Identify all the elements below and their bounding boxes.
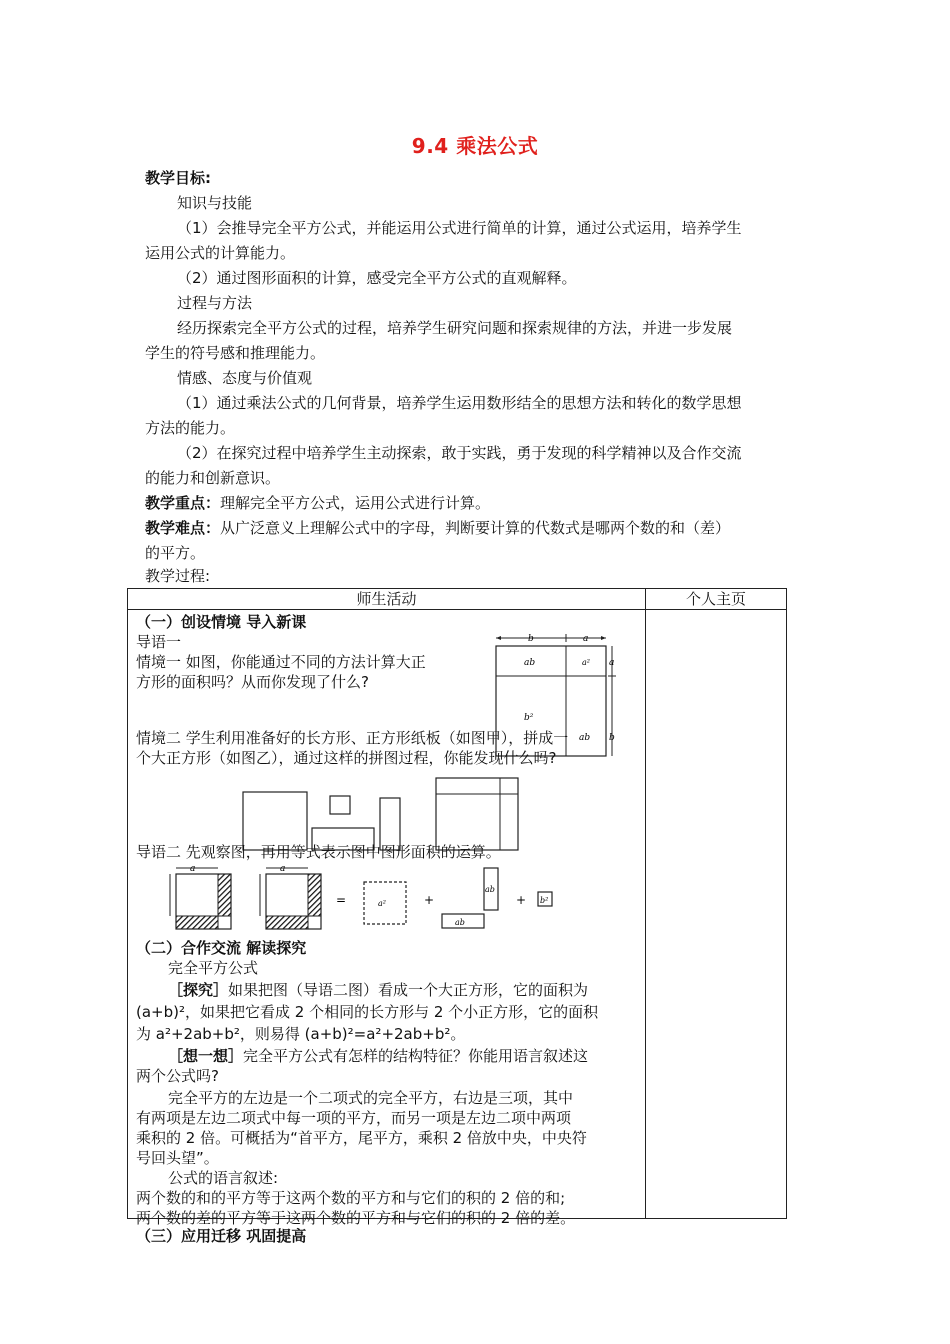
label-b2: b²	[524, 713, 534, 723]
label-a-top: a	[583, 634, 589, 644]
term-ab-h-label: ab	[455, 918, 465, 927]
intro2-text: 导语二 先观察图，再用等式表示图中图形面积的运算。	[136, 843, 501, 861]
section3-title: （三）应用迁移 巩固提高	[136, 1227, 307, 1245]
header-activities: 师生活动	[128, 589, 646, 610]
attitude-item2-line2: 的能力和创新意识。	[145, 469, 281, 487]
analysis-line4: 号回头望”。	[136, 1149, 219, 1167]
table-header-row	[128, 589, 787, 610]
verbal-line2: 两个数的差的平方等于这两个数的平方和与它们的积的 2 倍的差。	[136, 1209, 576, 1227]
puzzle-pieces-figure	[238, 772, 538, 852]
assembled-square	[436, 778, 518, 850]
think-line2: 两个公式吗?	[136, 1067, 219, 1085]
analysis-line2: 有两项是左边二项式中每一项的平方，而另一项是左边二项中两项	[136, 1109, 572, 1127]
header-personal-page: 个人主页	[646, 589, 787, 610]
area-equation-figure	[168, 862, 568, 942]
explore-line1	[168, 980, 588, 1000]
fig3a-hatch-right	[218, 874, 231, 916]
attitude-item1-line2: 方法的能力。	[145, 419, 236, 437]
scene1-line2: 方形的面积吗？从而你发现了什么?	[136, 673, 369, 691]
explore-line2: (a+b)²，如果把它看成 2 个相同的长方形与 2 个小正方形，它的面积	[136, 1003, 599, 1021]
page-title: 9.4 乘法公式	[411, 134, 539, 158]
key-point	[145, 493, 490, 513]
section1-title: （一）创设情境 导入新课	[136, 613, 307, 631]
attitude-heading: 情感、态度与价值观	[177, 369, 313, 387]
think-line1	[168, 1046, 588, 1066]
process-line2: 学生的符号感和推理能力。	[145, 344, 326, 362]
think-text1: 完全平方公式有怎样的结构特征？你能用语言叙述这	[243, 1047, 589, 1065]
activities-cell	[128, 610, 646, 1245]
label-a-side: a	[609, 658, 615, 668]
plus-sign-2: +	[516, 893, 527, 907]
explore-text1: 如果把图（导语二图）看成一个大正方形，它的面积为	[228, 981, 589, 999]
term-a2-label: a²	[378, 899, 386, 908]
analysis-line1: 完全平方的左边是一个二项式的完全平方，右边是三项，其中	[168, 1089, 574, 1107]
label-ab-bottom: ab	[579, 733, 591, 743]
personal-page-cell	[646, 610, 787, 1219]
scene2-line2: 个大正方形（如图乙），通过这样的拼图过程，你能发现什么吗?	[136, 749, 557, 767]
scene1-line1: 情境一 如图，你能通过不同的方法计算大正	[136, 653, 426, 671]
verbal-line1: 两个数的和的平方等于这两个数的平方和与它们的积的 2 倍的和;	[136, 1189, 566, 1207]
knowledge-item1-line1: （1）会推导完全平方公式，并能运用公式进行简单的计算，通过公式运用，培养学生	[177, 219, 742, 237]
piece-small-square	[330, 796, 350, 814]
difficulty-label: 教学难点：	[145, 519, 221, 537]
fig3b-hatch-right	[308, 874, 321, 916]
section2-title: （二）合作交流 解读探究	[136, 939, 307, 957]
difficulty-text: 从广泛意义上理解公式中的字母，判断要计算的代数式是哪两个数的和（差）	[220, 519, 731, 537]
fig3b-hatch-bottom	[266, 916, 308, 929]
knowledge-item2: （2）通过图形面积的计算，感受完全平方公式的直观解释。	[177, 269, 577, 287]
term-ab-v-label: ab	[485, 885, 495, 894]
term-b2-label: b²	[540, 896, 549, 905]
table-body-row	[128, 610, 787, 1219]
knowledge-heading: 知识与技能	[177, 194, 253, 212]
attitude-item2-line1: （2）在探究过程中培养学生主动探索，敢于实践，勇于发现的科学精神以及合作交流	[177, 444, 742, 462]
think-label: ［想一想］	[168, 1047, 244, 1065]
label-b-top: b	[528, 634, 534, 644]
explore-label: ［探究］	[168, 981, 229, 999]
analysis-line3: 乘积的 2 倍。可概括为“首平方，尾平方，乘积 2 倍放中央，中央符	[136, 1129, 587, 1147]
verbal-heading: 公式的语言叙述:	[168, 1169, 279, 1187]
arrow-right	[601, 636, 606, 640]
knowledge-item1-line2: 运用公式的计算能力。	[145, 244, 296, 262]
attitude-item1-line1: （1）通过乘法公式的几何背景，培养学生运用数形结全的思想方法和转化的数学思想	[177, 394, 742, 412]
objectives-label: 教学目标:	[145, 169, 211, 187]
key-label: 教学重点：	[145, 494, 221, 512]
intro1-label: 导语一	[136, 633, 182, 651]
explore-line3: 为 a²+2ab+b²，则易得 (a+b)²=a²+2ab+b²。	[136, 1025, 466, 1043]
key-text: 理解完全平方公式，运用公式进行计算。	[220, 494, 491, 512]
difficulty-point	[145, 518, 730, 538]
scene2-line1: 情境二 学生利用准备好的长方形、正方形纸板（如图甲），拼成一	[136, 729, 569, 747]
difficulty-line2: 的平方。	[145, 544, 206, 562]
equals-sign: =	[336, 893, 347, 907]
plus-sign-1: +	[424, 893, 435, 907]
process-line1: 经历探索完全平方公式的过程，培养学生研究问题和探索规律的方法，并进一步发展	[177, 319, 733, 337]
label-ab-top: ab	[524, 658, 536, 668]
lesson-table	[127, 588, 787, 1245]
arrow-left	[496, 636, 501, 640]
formula-heading: 完全平方公式	[168, 959, 259, 977]
process-heading: 过程与方法	[177, 294, 253, 312]
fig3a-hatch-bottom	[176, 916, 218, 929]
label-b-side: b	[609, 733, 615, 743]
process-label: 教学过程:	[145, 567, 211, 585]
fig3b-label-a: a	[280, 864, 286, 874]
label-a2: a²	[582, 658, 590, 667]
fig3a-label-a: a	[190, 864, 196, 874]
